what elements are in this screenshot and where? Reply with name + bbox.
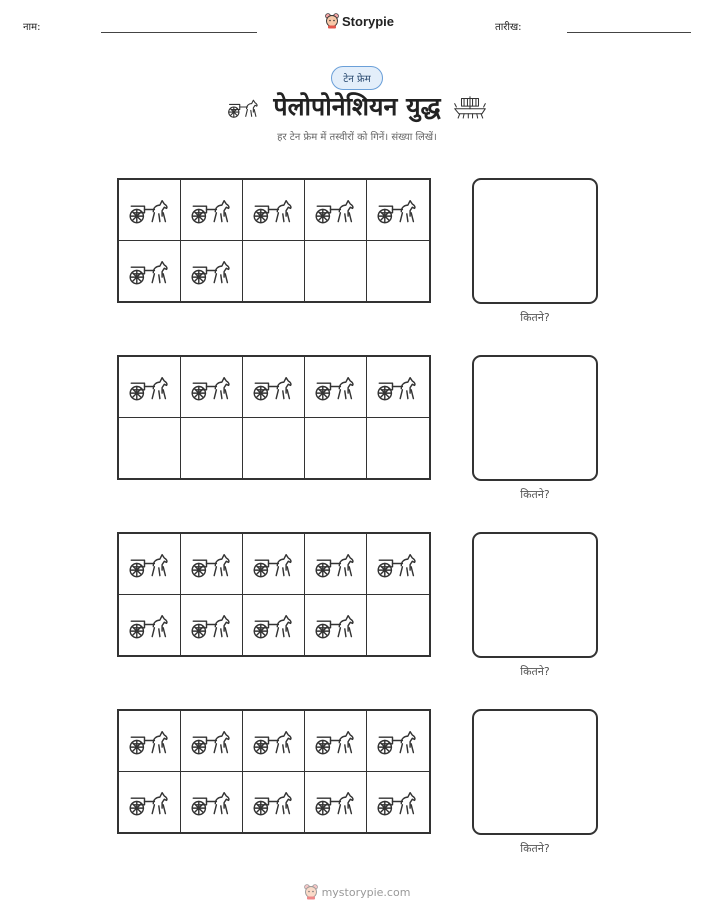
chariot-icon <box>190 724 234 757</box>
frame-cell <box>367 534 429 595</box>
chariot-icon <box>128 785 172 818</box>
frame-cell <box>367 357 429 418</box>
footer <box>0 884 714 900</box>
frame-cell <box>305 595 367 656</box>
frame-cell <box>181 357 243 418</box>
chariot-icon <box>190 785 234 818</box>
chariot-icon <box>314 608 358 641</box>
frame-cell <box>119 418 181 479</box>
frame-cell <box>119 241 181 302</box>
frame-cell <box>305 180 367 241</box>
chariot-icon <box>128 547 172 580</box>
storypie-mascot-icon <box>325 13 339 29</box>
name-label: नाम: <box>23 22 41 33</box>
chariot-icon <box>252 608 296 641</box>
date-field[interactable] <box>567 32 691 33</box>
page-title: पेलोपोनेशियन युद्ध <box>273 92 441 121</box>
chariot-icon <box>252 724 296 757</box>
frame-cell <box>305 711 367 772</box>
frame-cell <box>243 418 305 479</box>
answer-box-2[interactable] <box>472 355 598 481</box>
frame-cell <box>243 534 305 595</box>
chariot-icon <box>190 193 234 226</box>
frame-cell <box>119 534 181 595</box>
topic-badge: टेन फ्रेम <box>331 66 383 90</box>
chariot-icon <box>314 370 358 403</box>
brand-logo <box>325 13 394 29</box>
chariot-icon <box>128 254 172 287</box>
frame-cell <box>119 180 181 241</box>
answer-label-1: कितने? <box>520 311 550 324</box>
answer-box-1[interactable] <box>472 178 598 304</box>
date-label: तारीख: <box>495 22 522 33</box>
frame-cell <box>181 772 243 833</box>
frame-cell <box>243 595 305 656</box>
ten-frame-2 <box>117 355 431 480</box>
chariot-icon <box>252 370 296 403</box>
frame-cell <box>243 357 305 418</box>
chariot-icon <box>376 547 420 580</box>
chariot-icon <box>252 193 296 226</box>
chariot-icon <box>314 724 358 757</box>
ship-icon <box>453 94 487 120</box>
frame-cell <box>367 180 429 241</box>
chariot-icon <box>190 254 234 287</box>
ten-frame-3 <box>117 532 431 657</box>
frame-cell <box>305 772 367 833</box>
chariot-icon <box>128 608 172 641</box>
frame-cell <box>367 711 429 772</box>
frame-cell <box>243 180 305 241</box>
chariot-icon <box>190 370 234 403</box>
frame-cell <box>367 241 429 302</box>
frame-cell <box>119 772 181 833</box>
footer-site: mystorypie.com <box>321 885 411 899</box>
brand-name: Storypie <box>342 13 395 29</box>
storypie-mascot-icon <box>304 884 318 900</box>
instructions: हर टेन फ्रेम में तस्वीरों को गिनें। संख्या लिखें। <box>277 132 437 143</box>
frame-cell <box>367 418 429 479</box>
chariot-icon <box>376 370 420 403</box>
frame-cell <box>305 357 367 418</box>
ten-frame-1 <box>117 178 431 303</box>
answer-label-3: कितने? <box>520 665 550 678</box>
answer-label-2: कितने? <box>520 488 550 501</box>
chariot-icon <box>128 724 172 757</box>
frame-cell <box>367 595 429 656</box>
chariot-icon <box>314 785 358 818</box>
frame-cell <box>181 595 243 656</box>
answer-box-3[interactable] <box>472 532 598 658</box>
chariot-icon <box>128 370 172 403</box>
ten-frame-4 <box>117 709 431 834</box>
chariot-icon <box>190 547 234 580</box>
frame-cell <box>305 241 367 302</box>
frame-cell <box>181 241 243 302</box>
frame-cell <box>119 711 181 772</box>
frame-cell <box>243 241 305 302</box>
frame-cell <box>181 180 243 241</box>
chariot-icon <box>314 547 358 580</box>
frame-cell <box>243 711 305 772</box>
frame-cell <box>181 418 243 479</box>
answer-box-4[interactable] <box>472 709 598 835</box>
frame-cell <box>243 772 305 833</box>
chariot-icon <box>128 193 172 226</box>
chariot-icon <box>252 785 296 818</box>
chariot-icon <box>376 193 420 226</box>
frame-cell <box>181 711 243 772</box>
frame-cell <box>181 534 243 595</box>
answer-label-4: कितने? <box>520 842 550 855</box>
frame-cell <box>305 418 367 479</box>
chariot-icon <box>314 193 358 226</box>
frame-cell <box>119 357 181 418</box>
chariot-icon <box>252 547 296 580</box>
chariot-icon <box>376 785 420 818</box>
name-field[interactable] <box>101 32 257 33</box>
chariot-icon <box>190 608 234 641</box>
frame-cell <box>367 772 429 833</box>
chariot-icon <box>376 724 420 757</box>
frame-cell <box>305 534 367 595</box>
frame-cell <box>119 595 181 656</box>
